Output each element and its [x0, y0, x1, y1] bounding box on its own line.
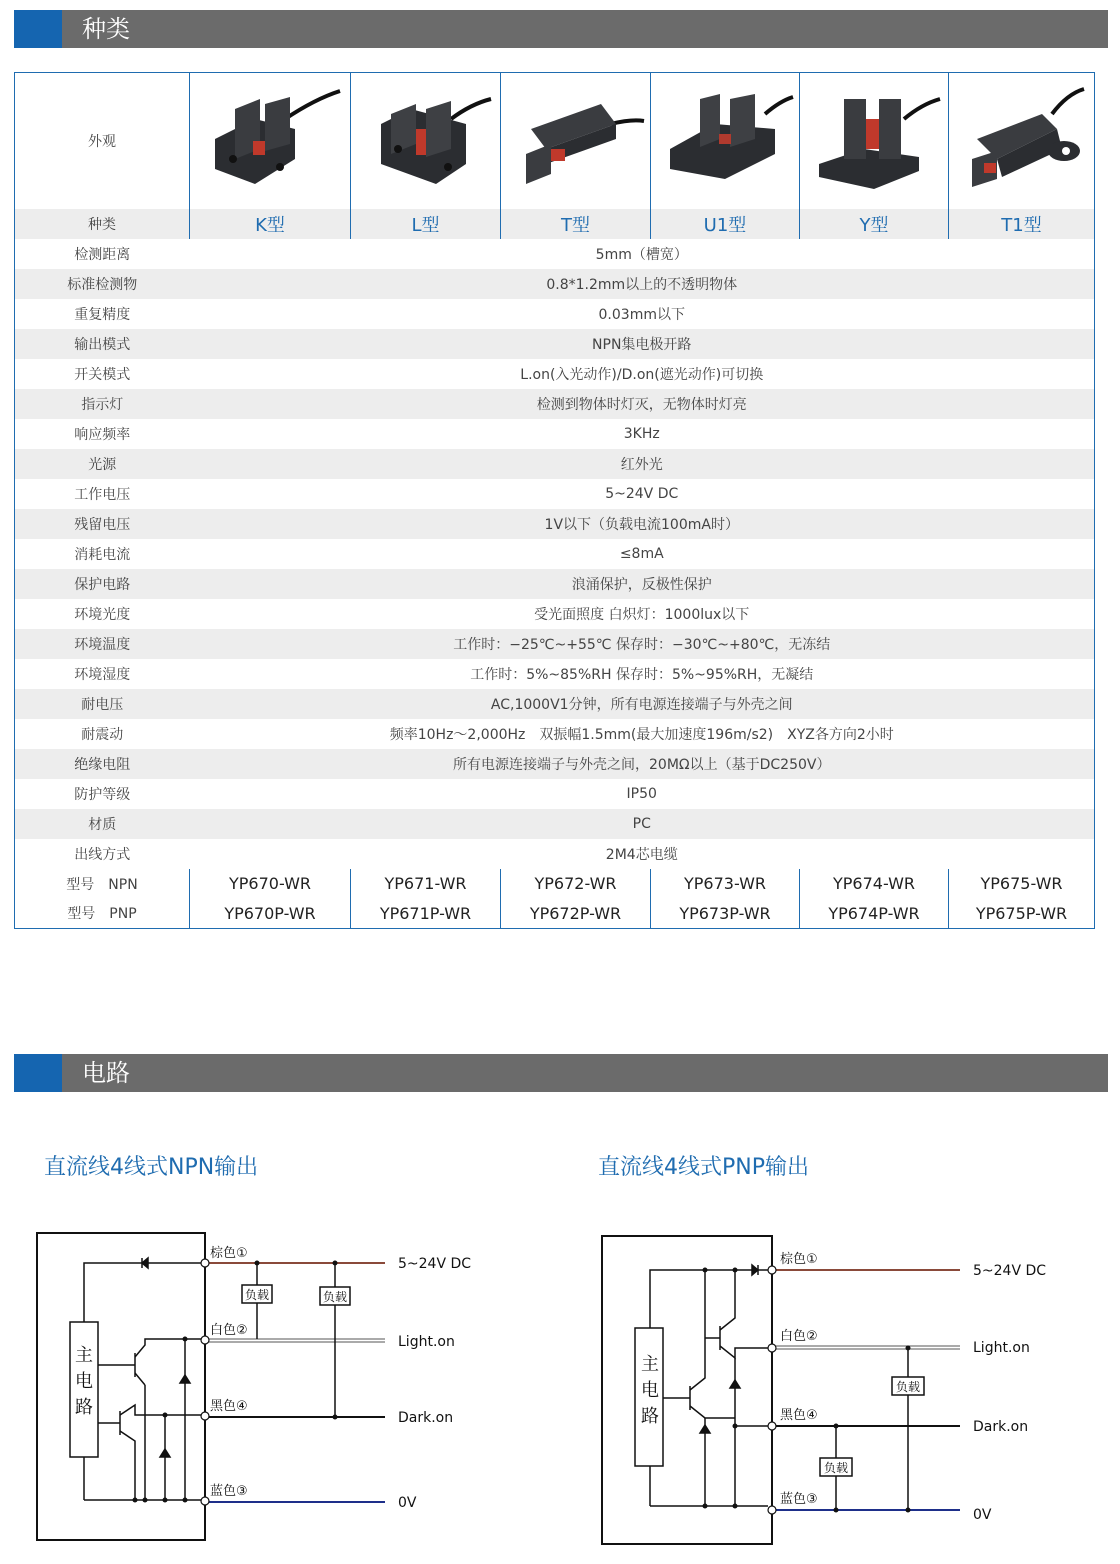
spec-label: 工作电压	[15, 479, 190, 509]
spec-label: 消耗电流	[15, 539, 190, 569]
load-label: 负载	[823, 1461, 849, 1475]
spec-label: 检测距离	[15, 239, 190, 269]
spec-value: L.on(入光动作)/D.on(遮光动作)可切换	[190, 359, 1095, 389]
spec-row	[15, 389, 1095, 419]
model-pnp-value: YP672P-WR	[501, 899, 651, 929]
section-accent	[14, 10, 62, 48]
spec-value: ≤8mA	[190, 539, 1095, 569]
spec-row	[15, 809, 1095, 839]
spec-row	[15, 719, 1095, 749]
spec-row	[15, 239, 1095, 269]
product-image-t1	[949, 73, 1095, 209]
spec-row	[15, 449, 1095, 479]
main-circuit-char-1: 主	[75, 1345, 93, 1366]
type-label: 种类	[15, 209, 190, 239]
model-pnp-value: YP673P-WR	[651, 899, 800, 929]
type-l: L型	[351, 209, 501, 239]
spec-value: 1V以下（负载电流100mA时）	[190, 509, 1095, 539]
type-u1: U1型	[651, 209, 800, 239]
model-row-pnp	[15, 899, 1095, 929]
section-header-types	[14, 10, 1108, 48]
spec-value: 红外光	[190, 449, 1095, 479]
sensor-y-icon	[804, 79, 944, 199]
spec-label: 重复精度	[15, 299, 190, 329]
spec-row	[15, 629, 1095, 659]
spec-label: 绝缘电阻	[15, 749, 190, 779]
sensor-u1-icon	[655, 79, 795, 199]
spec-label: 出线方式	[15, 839, 190, 869]
model-npn-value: YP670-WR	[190, 869, 351, 899]
sensor-k-icon	[195, 79, 345, 199]
spec-value: 工作时：5%~85%RH 保存时：5%~95%RH，无凝结	[190, 659, 1095, 689]
npn-circuit-title: 直流线4线式NPN输出	[44, 1155, 259, 1180]
wire-black-label: 黑色④	[780, 1408, 818, 1423]
model-npn-value: YP675-WR	[949, 869, 1095, 899]
spec-value: 5mm（槽宽）	[190, 239, 1095, 269]
spec-row	[15, 749, 1095, 779]
main-circuit-char-2: 电	[641, 1380, 659, 1401]
model-pnp-value: YP671P-WR	[351, 899, 501, 929]
spec-value: 受光面照度 白炽灯：1000lux以下	[190, 599, 1095, 629]
type-t: T型	[501, 209, 651, 239]
type-k: K型	[190, 209, 351, 239]
wire-brown-label: 棕色①	[210, 1246, 248, 1261]
load-label: 负载	[895, 1380, 921, 1394]
appearance-row	[15, 73, 1095, 209]
model-label-npn: 型号 NPN	[15, 869, 190, 899]
wire-white-label: 白色②	[780, 1329, 818, 1344]
section-title: 电路	[82, 1059, 130, 1087]
spec-row	[15, 329, 1095, 359]
supply-label: 5~24V DC	[973, 1263, 1047, 1279]
spec-value: 0.03mm以下	[190, 299, 1095, 329]
product-image-l	[351, 73, 501, 209]
type-t1: T1型	[949, 209, 1095, 239]
main-circuit-char-1: 主	[641, 1354, 659, 1375]
spec-value: 5~24V DC	[190, 479, 1095, 509]
spec-row	[15, 419, 1095, 449]
spec-label: 环境湿度	[15, 659, 190, 689]
spec-label: 残留电压	[15, 509, 190, 539]
spec-label: 响应频率	[15, 419, 190, 449]
spec-row	[15, 599, 1095, 629]
spec-label: 环境光度	[15, 599, 190, 629]
spec-row	[15, 269, 1095, 299]
spec-value: AC,1000V1分钟，所有电源连接端子与外壳之间	[190, 689, 1095, 719]
pnp-circuit-diagram	[595, 1228, 1085, 1548]
spec-value: 0.8*1.2mm以上的不透明物体	[190, 269, 1095, 299]
wire-blue-label: 蓝色③	[210, 1484, 248, 1499]
spec-value: NPN集电极开路	[190, 329, 1095, 359]
spec-label: 保护电路	[15, 569, 190, 599]
sensor-l-icon	[356, 79, 496, 199]
product-image-k	[190, 73, 351, 209]
appearance-label: 外观	[15, 73, 190, 209]
spec-row	[15, 839, 1095, 869]
spec-row	[15, 569, 1095, 599]
spec-value: 浪涌保护，反极性保护	[190, 569, 1095, 599]
spec-value: 所有电源连接端子与外壳之间，20MΩ以上（基于DC250V）	[190, 749, 1095, 779]
spec-value: 工作时：−25℃~+55℃ 保存时：−30℃~+80℃，无冻结	[190, 629, 1095, 659]
product-image-t	[501, 73, 651, 209]
spec-table	[14, 72, 1095, 929]
main-circuit-char-3: 路	[75, 1397, 93, 1418]
load-label: 负载	[322, 1290, 348, 1304]
type-row	[15, 209, 1095, 239]
model-npn-value: YP671-WR	[351, 869, 501, 899]
wire-white-label: 白色②	[210, 1323, 248, 1338]
light-on-label: Light.on	[398, 1334, 455, 1350]
model-label-pnp: 型号 PNP	[15, 899, 190, 929]
main-circuit-char-2: 电	[75, 1371, 93, 1392]
model-pnp-value: YP670P-WR	[190, 899, 351, 929]
spec-label: 耐电压	[15, 689, 190, 719]
model-pnp-value: YP675P-WR	[949, 899, 1095, 929]
spec-value: 2M4芯电缆	[190, 839, 1095, 869]
wire-brown-label: 棕色①	[780, 1252, 818, 1267]
model-row-npn	[15, 869, 1095, 899]
sensor-t1-icon	[952, 79, 1092, 199]
model-npn-value: YP673-WR	[651, 869, 800, 899]
spec-row	[15, 479, 1095, 509]
pnp-circuit-title: 直流线4线式PNP输出	[598, 1155, 809, 1180]
load-label: 负载	[244, 1288, 270, 1302]
spec-label: 环境温度	[15, 629, 190, 659]
spec-row	[15, 299, 1095, 329]
light-on-label: Light.on	[973, 1340, 1030, 1356]
spec-row	[15, 509, 1095, 539]
section-header-circuit	[14, 1054, 1108, 1092]
product-image-y	[800, 73, 949, 209]
sensor-t-icon	[506, 79, 646, 199]
spec-label: 标准检测物	[15, 269, 190, 299]
spec-value: 检测到物体时灯灭，无物体时灯亮	[190, 389, 1095, 419]
dark-on-label: Dark.on	[398, 1410, 454, 1426]
wire-blue-label: 蓝色③	[780, 1492, 818, 1507]
product-image-u1	[651, 73, 800, 209]
main-circuit-char-3: 路	[641, 1406, 659, 1427]
spec-value: PC	[190, 809, 1095, 839]
section-accent	[14, 1054, 62, 1092]
spec-label: 防护等级	[15, 779, 190, 809]
spec-label: 材质	[15, 809, 190, 839]
spec-row	[15, 359, 1095, 389]
type-y: Y型	[800, 209, 949, 239]
spec-label: 指示灯	[15, 389, 190, 419]
model-npn-value: YP674-WR	[800, 869, 949, 899]
spec-value: IP50	[190, 779, 1095, 809]
dark-on-label: Dark.on	[973, 1419, 1029, 1435]
spec-label: 开关模式	[15, 359, 190, 389]
supply-label: 5~24V DC	[398, 1256, 472, 1272]
spec-value: 3KHz	[190, 419, 1095, 449]
model-npn-value: YP672-WR	[501, 869, 651, 899]
spec-value: 频率10Hz～2,000Hz 双振幅1.5mm(最大加速度196m/s2) XYZ各方向2小时	[190, 719, 1095, 749]
wire-black-label: 黑色④	[210, 1399, 248, 1414]
spec-row	[15, 659, 1095, 689]
spec-row	[15, 539, 1095, 569]
model-pnp-value: YP674P-WR	[800, 899, 949, 929]
spec-label: 输出模式	[15, 329, 190, 359]
section-title: 种类	[82, 15, 130, 43]
npn-circuit-diagram	[30, 1225, 500, 1545]
spec-row	[15, 689, 1095, 719]
spec-label: 光源	[15, 449, 190, 479]
spec-label: 耐震动	[15, 719, 190, 749]
spec-row	[15, 779, 1095, 809]
zero-v-label: 0V	[973, 1507, 992, 1523]
zero-v-label: 0V	[398, 1495, 417, 1511]
